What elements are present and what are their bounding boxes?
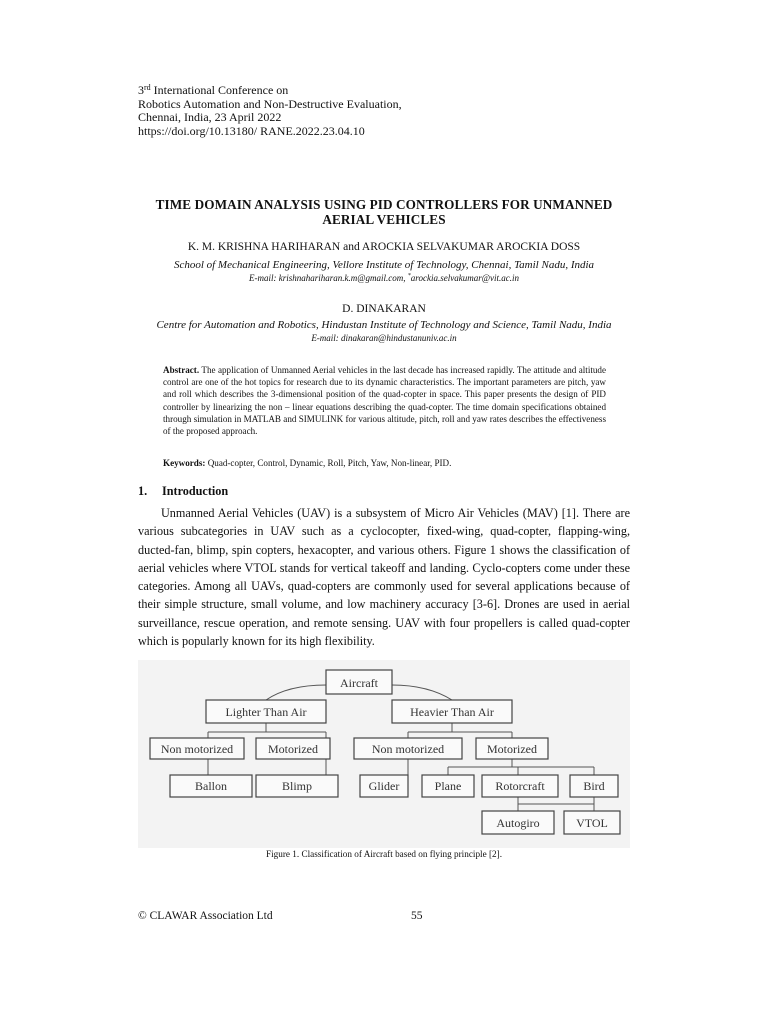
section-number: 1.	[138, 484, 148, 498]
classification-diagram	[138, 660, 630, 848]
label-bird: Bird	[583, 779, 605, 793]
label-vtol: VTOL	[576, 816, 608, 830]
email-line-2[interactable]: E-mail: dinakaran@hindustanuniv.ac.in	[311, 333, 457, 343]
affiliation-2: Centre for Automation and Robotics, Hindustan Institute of Technology and Science, Tamil Nadu, India	[156, 319, 612, 331]
conference-line-1	[138, 84, 402, 98]
paper-title	[120, 197, 648, 227]
label-glider: Glider	[368, 779, 400, 793]
label-aircraft: Aircraft	[340, 676, 378, 690]
label-motorized-lighter: Motorized	[268, 742, 318, 756]
intro-paragraph: Unmanned Aerial Vehicles (UAV) is a subsystem of Micro Air Vehicles (MAV) [1]. There are various subcategories in UAV such as a cyclocopter, fixed-wing, quad-copter, flapping-wing, ducted-fan, blimp, spin copters, hexacopter, and various others. Figure 1 shows the classification of aerial vehicles where VTOL stands for vertical takeoff and landing. Cyclo-copters come under these categories. Among all UAVs, quad-copters are commonly used for several applications because of their simple structure, small volume, and low machinery accuracy [3-6]. Drones are used in aerial surveillance, rescue operation, and remote sensing. UAV with four propellers is called quad-copter which is popularly known for its high flexibility.	[138, 506, 630, 649]
paper-title-line-2: AERIAL VEHICLES	[322, 212, 446, 227]
copyright-footer: © CLAWAR Association Ltd	[138, 910, 273, 922]
label-rotorcraft: Rotorcraft	[495, 779, 545, 793]
label-lighter-than-air: Lighter Than Air	[225, 705, 307, 719]
authors-group-2: D. DINAKARAN	[342, 303, 426, 315]
conference-name: International Conference on	[150, 83, 289, 97]
conference-header	[138, 84, 402, 138]
keywords	[163, 458, 606, 468]
email-line-1	[0, 273, 768, 283]
label-ballon: Ballon	[195, 779, 227, 793]
paper-title-line-1: TIME DOMAIN ANALYSIS USING PID CONTROLLERS FOR UNMANNED	[155, 197, 613, 212]
abstract	[163, 364, 606, 437]
classification-figure	[138, 660, 630, 848]
conference-location: Chennai, India, 23 April 2022	[138, 110, 282, 124]
authors-group-1: K. M. KRISHNA HARIHARAN and AROCKIA SELVAKUMAR AROCKIA DOSS	[187, 241, 581, 253]
abstract-label: Abstract.	[163, 365, 200, 375]
conference-ordinal: 3	[138, 83, 144, 97]
section-title: Introduction	[162, 484, 229, 498]
label-heavier-than-air: Heavier Than Air	[410, 705, 494, 719]
abstract-text: The application of Unmanned Aerial vehicles in the last decade has increased rapidly. The attitude and altitude control are one of the hot topics for research due to its dynamic characteristics. The important parameters are pitch, yaw and roll which describes the 3-dimensional position of the quad-copter in space. This paper presents the design of PID controller by linearizing the non – linear equations describing the quad-copter. The time domain specifications obtained through simulation in MATLAB and SIMULINK for various altitude, pitch, roll and yaw rates describes the effectiveness of the proposed approach.	[163, 365, 606, 437]
label-nonmotorized-lighter: Non motorized	[160, 742, 234, 756]
label-blimp: Blimp	[281, 779, 313, 793]
section-heading	[138, 484, 228, 499]
doi-link[interactable]: https://doi.org/10.13180/ RANE.2022.23.04.10	[138, 123, 365, 138]
keywords-text: Quad-copter, Control, Dynamic, Roll, Pitch, Yaw, Non-linear, PID.	[205, 458, 452, 468]
figure-caption: Figure 1. Classification of Aircraft based on flying principle [2].	[265, 849, 502, 859]
label-plane: Plane	[434, 779, 462, 793]
email-1a[interactable]: E-mail: krishnahariharan.k.m@gmail.com,	[249, 273, 408, 283]
keywords-label: Keywords:	[163, 458, 206, 468]
label-autogiro: Autogiro	[496, 816, 540, 830]
email-1b[interactable]: arockia.selvakumar@vit.ac.in	[410, 273, 519, 283]
label-nonmotorized-heavier: Non motorized	[371, 742, 445, 756]
conference-line-2: Robotics Automation and Non-Destructive Evaluation,	[138, 96, 402, 111]
affiliation-1: School of Mechanical Engineering, Vellore Institute of Technology, Chennai, Tamil Nadu, India	[173, 259, 595, 271]
label-motorized-heavier: Motorized	[487, 742, 537, 756]
corresponding-mark: *	[407, 273, 411, 279]
page-number: 55	[411, 910, 423, 922]
conference-ordinal-suffix: rd	[144, 83, 151, 92]
